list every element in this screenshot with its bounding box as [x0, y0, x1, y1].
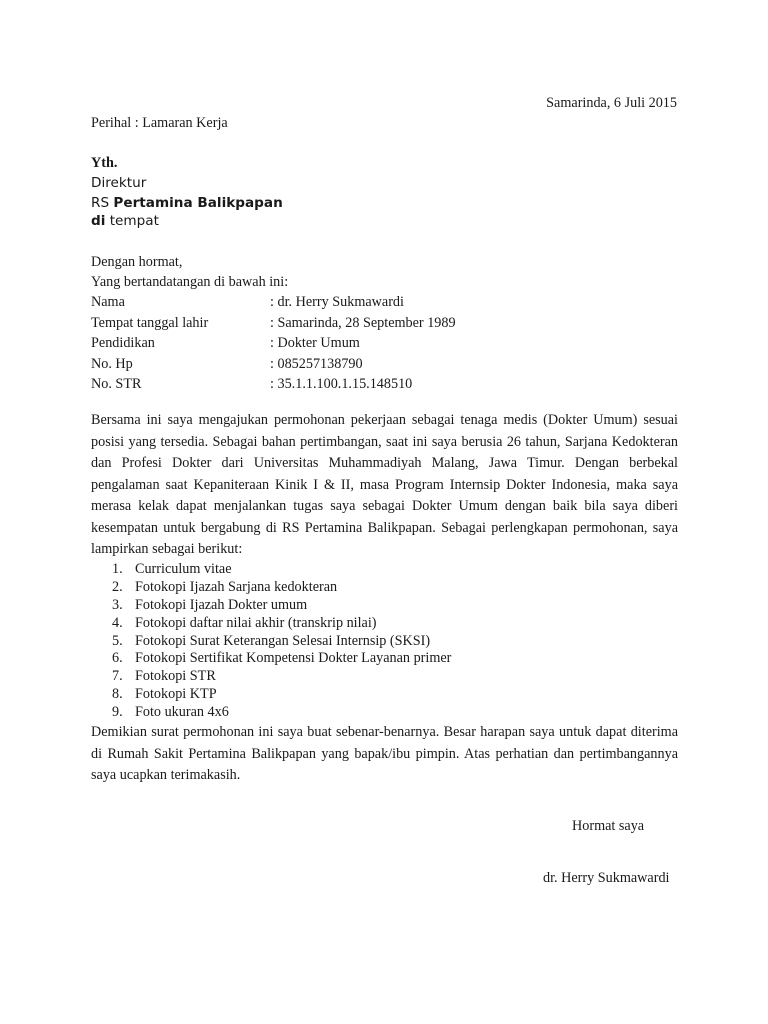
- intro-line: Yang bertandatangan di bawah ini:: [91, 274, 289, 290]
- list-item-number: 6.: [112, 650, 123, 667]
- identity-value: : Dokter Umum: [270, 335, 360, 351]
- list-item: [112, 633, 451, 651]
- recipient-institution-name: Pertamina Balikpapan: [113, 195, 283, 211]
- list-item-text: Fotokopi Ijazah Dokter umum: [135, 596, 308, 613]
- list-item-number: 4.: [112, 614, 123, 631]
- identity-table: [91, 292, 456, 395]
- identity-row: [91, 354, 456, 375]
- recipient-location: [91, 211, 159, 231]
- list-item-text: Fotokopi Surat Keterangan Selesai Internsip (SKSI): [135, 632, 431, 649]
- list-item: [112, 668, 451, 686]
- identity-label: No. Hp: [91, 355, 133, 372]
- list-item-text: Foto ukuran 4x6: [135, 704, 229, 721]
- list-item-text: Fotokopi Ijazah Sarjana kedokteran: [135, 578, 338, 595]
- recipient-location-rest: tempat: [105, 213, 159, 229]
- body-paragraph: Bersama ini saya mengajukan permohonan pekerjaan sebagai tenaga medis (Dokter Umum) sesuai posisi yang tersedia. Sebagai bahan pertimbangan, saat ini saya berusia 26 tahun, Sarjana Kedokteran dan Profesi Dokter dari Universitas Muhammadiyah Malang, Jawa Timur. Dengan berbekal pengalaman saat Kepaniteraan Kinik I & II, masa Program Internsip Dokter Indonesia, maka saya merasa kelak dapat menjalankan tugas saya sebagai Dokter Umum dengan baik bila saya diberi kesempatan untuk bergabung di RS Pertamina Balikpapan. Sebagai perlengkapan permohonan, saya lampirkan sebagai berikut:: [91, 412, 678, 557]
- list-item-number: 5.: [112, 632, 123, 649]
- signer-name: dr. Herry Sukmawardi: [543, 870, 670, 886]
- list-item-text: Fotokopi Sertifikat Kompetensi Dokter Layanan primer: [135, 650, 452, 667]
- list-item-text: Fotokopi STR: [135, 668, 216, 685]
- recipient-institution-prefix: RS: [91, 195, 114, 211]
- identity-label: No. STR: [91, 376, 142, 392]
- identity-row: [91, 333, 456, 354]
- list-item: [112, 704, 451, 722]
- subject-line: Perihal : Lamaran Kerja: [91, 115, 228, 131]
- list-item-number: 1.: [112, 561, 123, 577]
- closing-salutation: Hormat saya: [572, 818, 645, 834]
- identity-row: [91, 313, 456, 334]
- recipient-institution: [91, 193, 283, 213]
- identity-row: [91, 292, 456, 313]
- list-item: [112, 579, 451, 597]
- list-item: [112, 686, 451, 704]
- list-item-number: 2.: [112, 578, 123, 595]
- identity-value: : dr. Herry Sukmawardi: [270, 294, 404, 310]
- identity-value: : 35.1.1.100.1.15.148510: [270, 376, 413, 392]
- recipient-title: Direktur: [91, 175, 147, 191]
- list-item: [112, 597, 451, 615]
- list-item-number: 9.: [112, 704, 123, 721]
- attachment-list: [112, 561, 451, 722]
- place-date: Samarinda, 6 Juli 2015: [546, 95, 677, 111]
- list-item-number: 7.: [112, 668, 123, 685]
- list-item-text: Fotokopi daftar nilai akhir (transkrip nilai): [135, 614, 377, 631]
- list-item-text: Fotokopi KTP: [135, 686, 217, 703]
- list-item: [112, 561, 451, 579]
- recipient-location-prefix: di: [91, 213, 106, 229]
- identity-label: Nama: [91, 294, 125, 310]
- identity-value: : 085257138790: [270, 355, 363, 372]
- salutation: Yth.: [91, 155, 118, 171]
- list-item-number: 3.: [112, 596, 123, 613]
- list-item: [112, 615, 451, 633]
- greeting: Dengan hormat,: [91, 254, 183, 270]
- identity-value: : Samarinda, 28 September 1989: [270, 314, 456, 331]
- identity-label: Tempat tanggal lahir: [91, 314, 209, 331]
- list-item-text: Curriculum vitae: [135, 561, 232, 577]
- closing-paragraph: Demikian surat permohonan ini saya buat sebenar-benarnya. Besar harapan saya untuk dapat diterima di Rumah Sakit Pertamina Balikpapan yang bapak/ibu pimpin. Atas perhatian dan pertimbangannya saya ucapkan terimakasih.: [91, 724, 678, 783]
- identity-row: [91, 374, 456, 395]
- identity-label: Pendidikan: [91, 335, 155, 351]
- list-item: [112, 650, 451, 668]
- list-item-number: 8.: [112, 686, 123, 703]
